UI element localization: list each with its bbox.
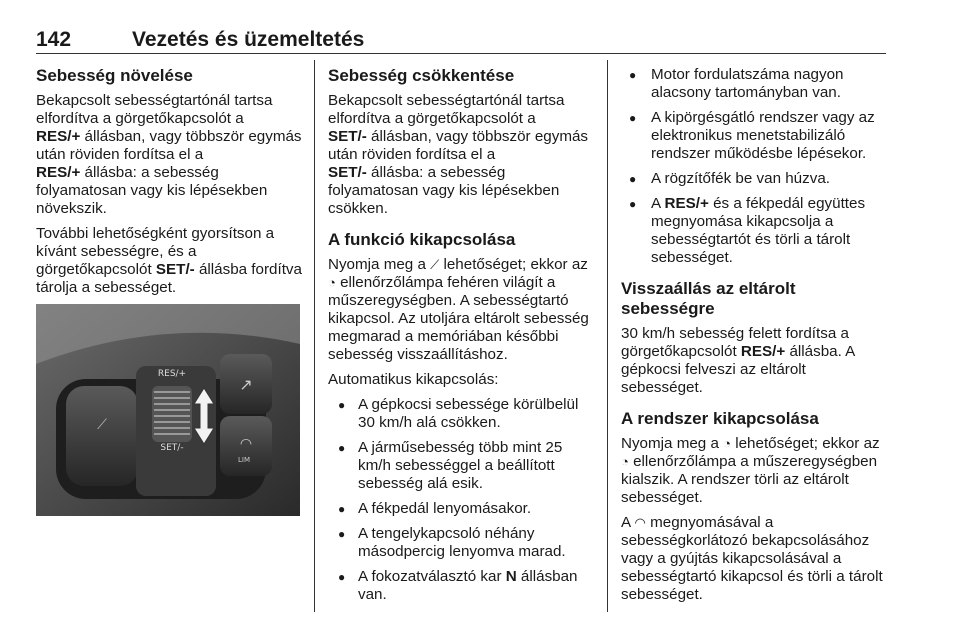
list-item: ● Motor fordulatszáma nagyon alacsony tartományban van.	[621, 66, 889, 102]
paragraph-increase-speed: Bekapcsolt sebességtartónál tartsa elfordítva a görgetőkapcsolót a RES/+ állásban, vagy többször egymás után röviden fordítsa el a RES/+ állásba: a sebesség folyamatosan vagy kis lépésekben növekszik.	[36, 92, 302, 217]
res-plus-label: RES/+	[157, 369, 187, 379]
paragraph-decrease-speed: Bekapcsolt sebességtartónál tartsa elfordítva a görgetőkapcsolót a SET/- állásban, vagy többször egymás után röviden fordítsa el a SET/- állásba: a sebesség folyamatosan vagy kis lépésekben csökken.	[328, 92, 589, 217]
cruise-control-icon: ◔	[723, 436, 732, 451]
auto-deactivation-list	[328, 396, 596, 604]
set-minus-label: SET/-	[160, 443, 184, 453]
column-divider-1	[314, 60, 315, 612]
paragraph-resume-speed: 30 km/h sebesség felett fordítsa a görgetőkapcsolót RES/+ állásba. A gépkocsi felveszi az eltárolt sebességet.	[621, 325, 855, 396]
paragraph-limiter: A ◠ megnyomásával a sebességkorlátozó bekapcsolásához vagy a gyújtás kikapcsolásával a sebességtartó kikapcsol és törli a tárolt sebességet.	[621, 514, 883, 603]
paragraph-accelerate: További lehetőségként gyorsítson a kívánt sebességre, és a görgetőkapcsolót SET/- állásba fordítva tárolja a sebességet.	[36, 225, 302, 296]
column-3	[621, 66, 889, 611]
cruise-control-icon: ↗	[239, 375, 253, 394]
cruise-control-lamp-icon: ◔	[328, 275, 336, 290]
list-item: ● A gépkocsi sebessége körülbelül 30 km/h alá csökken.	[328, 396, 596, 432]
list-item: ● A fékpedál lenyomásakor.	[328, 500, 596, 518]
cancel-cruise-icon: ⟋	[430, 257, 440, 272]
speed-limiter-icon: ◠	[634, 515, 646, 530]
cruise-control-lamp-icon: ◔	[621, 454, 629, 469]
column-1	[36, 66, 302, 516]
paragraph-deactivate: Nyomja meg a ⟋ lehetőséget; ekkor az ◔ ellenőrzőlámpa fehéren világít a műszeregységben. A sebességtartó kikapcsol. Az utoljára eltárolt sebesség megmarad a memóriában későbbi sebesség visszaállításhoz.	[328, 256, 589, 363]
steering-wheel-controls-image	[36, 304, 300, 516]
heading-deactivate-function: A funkció kikapcsolása	[328, 230, 516, 249]
list-item: ● A tengelykapcsoló néhány másodpercig lenyomva marad.	[328, 525, 596, 561]
heading-system-off: A rendszer kikapcsolása	[621, 409, 819, 428]
list-item: ● A RES/+ és a fékpedál együttes megnyomása kikapcsolja a sebességtartót és törli a tárolt sebességet.	[621, 195, 889, 267]
paragraph-system-off: Nyomja meg a ◔ lehetőséget; ekkor az ◔ ellenőrzőlámpa a műszeregységben kialszik. A rendszer törli az eltárolt sebességet.	[621, 435, 880, 506]
header-rule	[36, 53, 886, 54]
list-item: ● A fokozatválasztó kar N állásban van.	[328, 568, 596, 604]
list-item: ● A járműsebesség több mint 25 km/h sebességgel a beállított sebesség alá esik.	[328, 439, 596, 493]
cancel-cruise-icon: ⟋	[97, 417, 107, 433]
heading-decrease-speed: Sebesség csökkentése	[328, 66, 515, 85]
speed-limiter-icon: ◠	[239, 436, 253, 452]
page-header	[36, 28, 886, 54]
list-item: ● A kipörgésgátló rendszer vagy az elektronikus menetstabilizáló rendszer működésbe lépésekor.	[621, 109, 889, 163]
column-2	[328, 66, 596, 611]
list-item: ● A rögzítőfék be van húzva.	[621, 170, 889, 188]
heading-increase-speed: Sebesség növelése	[36, 66, 193, 85]
heading-resume-speed: Visszaállás az eltárolt sebességre	[621, 279, 796, 318]
lim-label: LIM	[237, 456, 251, 464]
page-number: 142	[36, 28, 72, 51]
column-divider-2	[607, 60, 608, 612]
page-title: Vezetés és üzemeltetés	[132, 28, 365, 51]
auto-deactivation-list-continued	[621, 66, 889, 267]
paragraph-auto-deactivation: Automatikus kikapcsolás:	[328, 371, 499, 388]
